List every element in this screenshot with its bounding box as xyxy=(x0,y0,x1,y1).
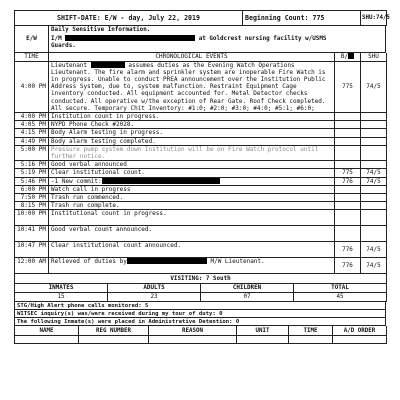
col-b: B/ xyxy=(335,53,361,62)
info-line-1: Daily Sensitive Information. xyxy=(51,27,151,33)
shu-count: SHU:74/5 xyxy=(361,11,387,26)
redaction-bar xyxy=(127,258,207,264)
det-name-header: NAME xyxy=(15,326,79,336)
log-row: 7:50 PM Trash run commenced. xyxy=(15,193,387,201)
log-row: 4:15 PM Body Alarm testing in progress. xyxy=(15,129,387,137)
log-row: 5:19 PM Clear institutional count. 775 74/5 xyxy=(15,169,387,177)
log-row: 10:00 PM Institutional count in progress. xyxy=(15,210,387,226)
visiting-children-header: CHILDREN xyxy=(201,284,294,293)
redaction-bar xyxy=(102,178,220,184)
report-header xyxy=(14,10,390,26)
det-empty-row xyxy=(15,336,387,344)
visiting-adults-header: ADULTS xyxy=(108,284,201,293)
log-row: 12:00 AM Relieved of duties by M/W Lieutenant. 776 74/5 xyxy=(15,258,387,274)
log-row: 10:47 PM Clear institutional count announced. 776 74/5 xyxy=(15,242,387,258)
shift-code: E/W xyxy=(15,26,49,52)
info-line-3: Guards. xyxy=(51,43,76,49)
det-unit-header: UNIT xyxy=(237,326,289,336)
det-reason-header: REASON xyxy=(149,326,237,336)
note-admin-detention: The following Inmate(s) were placed in Administrative Detention: 0 xyxy=(15,318,386,326)
log-row: 5:46 PM -1 New commit: 776 74/5 xyxy=(15,177,387,185)
visiting-inmates-value: 15 xyxy=(15,293,108,302)
col-shu: SHU xyxy=(361,53,387,62)
chronological-log xyxy=(14,53,387,275)
info-line-2 xyxy=(51,35,383,44)
log-row: 4:00 PM Lieutenant assumes duties as the Evening Watch Operations Lieutenant. The fire alarm and sprinkler system are inoperable Fire Watch is in progress. Unable to conduct PREA announcement over the Institution Public Address System, due to, system malfunction. Restraint Equipment Cage inventory conducted. All equipment accounted for. Metal Detector checks conducted. All operative w/the exception of Rear Gate. Roof Check completed. All secure. Temporary Chit Inventory: #1:0; #2:0; #3:0; #4:0; #5:1; #6:0; 775 74/5 xyxy=(15,61,387,112)
log-row: 10:41 PM Good verbal count announced. xyxy=(15,226,387,242)
log-row: 6:00 PM Watch call in progress xyxy=(15,185,387,193)
visiting-inmates-header: INMATES xyxy=(15,284,108,293)
visiting-table xyxy=(14,274,387,302)
daily-report-form xyxy=(14,10,390,344)
det-order-header: A/D ORDER xyxy=(333,326,387,336)
notes xyxy=(14,302,386,326)
visiting-total-value: 45 xyxy=(294,293,387,302)
visiting-total-header: TOTAL xyxy=(294,284,387,293)
note-witsec: WITSEC inquiry(s) was/were received during my tour of duty: 0 xyxy=(15,310,386,318)
sensitive-info xyxy=(14,26,386,53)
visiting-adults-value: 23 xyxy=(108,293,201,302)
log-row: 5:00 PM Pressure pump system down Institution will be on Fire Watch protocol until further notice. xyxy=(15,145,387,160)
log-row: 4:05 PM NYPD Phone Check #2028. xyxy=(15,121,387,129)
log-text: Lieutenant assumes duties as the Evening Watch Operations Lieutenant. The fire alarm and sprinkler system are inoperable Fire Watch is in progress. Unable to conduct PREA announcement over the Institution Public Address System, due to, system malfunction. Restraint Equipment Cage inventory conducted. All equipment accounted for. Metal Detector checks conducted. All operative w/the exception of Rear Gate. Roof Check completed. All secure. Temporary Chit Inventory: #1:0; #2:0; #3:0; #4:0; #5:1; #6:0; xyxy=(49,61,335,112)
log-row: 4:00 PM Institution count in progress. xyxy=(15,112,387,120)
redaction-bar xyxy=(91,62,125,68)
visiting-title: VISITING: 7 South xyxy=(15,274,387,284)
log-row: 8:15 PM Trash run complete. xyxy=(15,202,387,210)
visiting-children-value: 07 xyxy=(201,293,294,302)
det-time-header: TIME xyxy=(289,326,333,336)
info-line-2-prefix: I/M xyxy=(51,35,62,42)
col-events: CHRONOLOGICAL EVENTS xyxy=(49,53,335,62)
info-line-2-suffix: at Goldcrest nursing facility w/USMS xyxy=(198,35,327,42)
det-reg-header: REG NUMBER xyxy=(79,326,149,336)
beginning-count: Beginning Count: 775 xyxy=(243,11,361,26)
shift-date: SHIFT-DATE: E/W - day, July 22, 2019 xyxy=(15,11,243,26)
note-stg-calls: STG/High Alert phone calls monitored: 5 xyxy=(15,302,386,310)
col-time: TIME xyxy=(15,53,49,62)
log-row: 5:16 PM Good verbal announced xyxy=(15,161,387,169)
redaction-bar xyxy=(65,35,195,41)
detention-table xyxy=(14,326,387,344)
log-row: 4:49 PM Body alarm testing completed. xyxy=(15,137,387,145)
